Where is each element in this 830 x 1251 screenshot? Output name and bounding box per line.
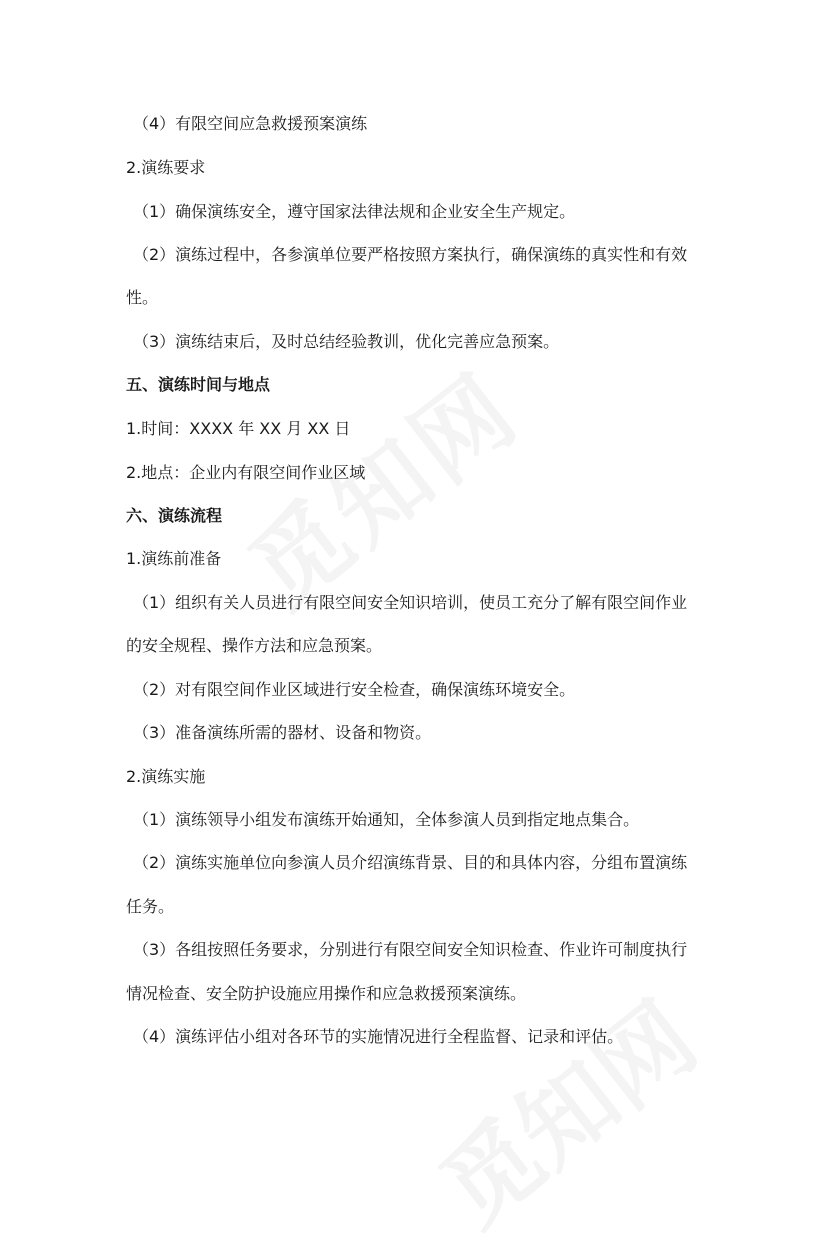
item-line: （3）各组按照任务要求，分别进行有限空间安全知识检查、作业许可制度执行 (133, 940, 688, 959)
item-line: （2）演练实施单位向参演人员介绍演练背景、目的和具体内容，分组布置演练 (133, 853, 688, 872)
watermark-secondary (408, 966, 719, 1251)
item-line: （4）演练评估小组对各环节的实施情况进行全程监督、记录和评估。 (133, 1027, 624, 1046)
info-line: 1.时间：XXXX 年 XX 月 XX 日 (126, 419, 351, 438)
item-line-continued: 任务。 (126, 897, 175, 916)
item-line-continued: 的安全规程、操作方法和应急预案。 (126, 636, 383, 655)
subheading: 2.演练要求 (126, 158, 206, 177)
watermark-text (230, 352, 540, 629)
subheading: 1.演练前准备 (126, 549, 222, 568)
item-line: （1）确保演练安全，遵守国家法律法规和企业安全生产规定。 (133, 202, 576, 221)
item-line: （3）演练结束后，及时总结经验教训，优化完善应急预案。 (133, 332, 560, 351)
item-line: （1）组织有关人员进行有限空间安全知识培训，使员工充分了解有限空间作业 (133, 593, 688, 612)
item-line-continued: 情况检查、安全防护设施应用操作和应急救援预案演练。 (126, 984, 527, 1003)
item-line: （2）对有限空间作业区域进行安全检查，确保演练环境安全。 (133, 680, 576, 699)
item-line-continued: 性。 (126, 288, 159, 307)
item-line: （2）演练过程中，各参演单位要严格按照方案执行，确保演练的真实性和有效 (133, 245, 688, 264)
subheading: 2.演练实施 (126, 767, 206, 786)
item-line: （3）准备演练所需的器材、设备和物资。 (133, 723, 432, 742)
item-line: （4）有限空间应急救援预案演练 (133, 114, 368, 133)
info-line: 2.地点：企业内有限空间作业区域 (126, 463, 366, 482)
section-heading: 五、演练时间与地点 (126, 375, 271, 394)
item-line: （1）演练领导小组发布演练开始通知，全体参演人员到指定地点集合。 (133, 810, 640, 829)
section-heading: 六、演练流程 (126, 506, 223, 525)
watermark-text-secondary (421, 982, 717, 1248)
